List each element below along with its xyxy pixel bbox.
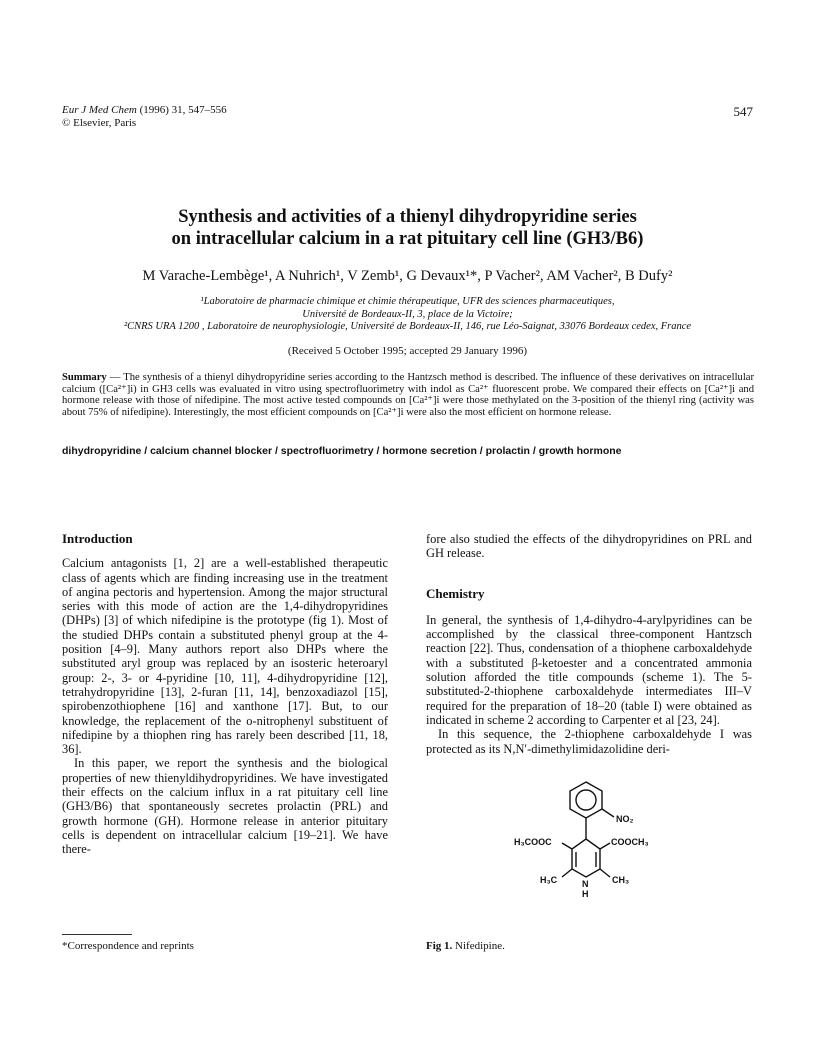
journal-header — [62, 104, 227, 130]
summary — [62, 372, 754, 418]
aromatic-circle — [576, 790, 596, 810]
affiliations — [0, 296, 815, 334]
caption-text: Nifedipine. — [452, 940, 505, 952]
page-number: 547 — [733, 104, 753, 119]
journal-citation: (1996) 31, 547–556 — [136, 104, 227, 116]
left-methyl-bond — [562, 869, 572, 877]
authors: M Varache-Lembège¹, A Nuhrich¹, V Zemb¹, G Devaux¹*, P Vacher², AM Vacher², B Dufy² — [142, 268, 673, 284]
chemistry-heading: Chemistry — [426, 585, 485, 601]
affiliation-line-3: ²CNRS URA 1200 , Laboratoire de neurophysiologie, Université de Bordeaux-II, 146, rue Léo-Saignat, 33076 Bordeaux cedex, France — [123, 321, 692, 332]
intro-continuation: fore also studied the effects of the dihydropyridines on PRL and GH release. — [426, 532, 752, 561]
right-ester-bond — [600, 843, 610, 849]
summary-label: Summary — [62, 372, 107, 383]
intro-paragraph-2: In this paper, we report the synthesis and the biological properties of new thienyldihydropyridines. We have investigated their effects on the calcium influx in a rat pituitary cell line (GH3/B6) that spontaneously secretes prolactin (PRL) and growth hormone (GH). Hormone release in anterior pituitary cells is dependent on intracellular calcium [19–21]. We have there- — [62, 756, 388, 857]
caption-label: Fig 1. — [426, 940, 453, 952]
paper-title — [0, 206, 815, 250]
summary-text: — The synthesis of a thienyl dihydropyridine series according to the Hantzsch method is described. The influence of these derivatives on intracellular calcium ([Ca²⁺]i) in GH3 cells was evaluated in vitro using spectrofluorimetry with indol as Ca²⁺ fluorescent probe. We compared their effects on [Ca²⁺]i and hormone release with those of nifedipine. The most active tested compounds on [Ca²⁺]i were those methylated on the 3-position of the thienyl ring (activity was about 75% of nifedipine). Interestingly, the most efficient compounds on [Ca²⁺]i were also the most efficient on hormone release. — [62, 372, 754, 418]
journal-name: Eur J Med Chem — [62, 104, 137, 116]
keywords: dihydropyridine / calcium channel blocker / spectrofluorimetry / hormone secretion / prolactin / growth hormone — [62, 445, 622, 457]
affiliation-line-1: ¹Laboratoire de pharmacie chimique et chimie thérapeutique, UFR des sciences pharmaceutiques, — [200, 296, 615, 307]
nitrogen-label: N — [582, 879, 589, 889]
left-ester-bond — [562, 843, 572, 849]
left-ester-label: H₃COOC — [514, 837, 552, 847]
chemistry-paragraph-2: In this sequence, the 2-thiophene carboxaldehyde I was protected as its N,N′-dimethylimidazolidine deri- — [426, 727, 752, 756]
left-methyl-label: H₃C — [540, 875, 558, 885]
benzene-ring — [570, 782, 602, 818]
no2-label: NO₂ — [616, 814, 634, 824]
figure-caption — [426, 940, 505, 952]
right-ester-label: COOCH₃ — [611, 837, 649, 847]
publisher: © Elsevier, Paris — [62, 117, 137, 129]
title-line-2: on intracellular calcium in a rat pituitary cell line (GH3/B6) — [171, 229, 644, 249]
nifedipine-structure — [514, 775, 690, 925]
received-dates: (Received 5 October 1995; accepted 29 January 1996) — [287, 345, 528, 357]
footnote-rule — [62, 934, 132, 935]
chemistry-paragraph-1: In general, the synthesis of 1,4-dihydro-4-arylpyridines can be accomplished by the classical three-component Hantzsch reaction [22]. Thus, condensation of a thiophene carboxaldehyde with a substituted β-ketoester and a concentrated ammonia solution afforded the title compounds (scheme 1). The 5-substituted-2-thiophene carboxaldehyde intermediates III–V required for the preparation of 18–20 (table I) were obtained as indicated in scheme 2 according to Carpenter et al [23, 24]. — [426, 612, 752, 727]
title-line-1: Synthesis and activities of a thienyl dihydropyridine series — [178, 207, 637, 227]
right-column — [426, 532, 752, 756]
right-methyl-bond — [600, 869, 610, 877]
affiliation-line-2: Université de Bordeaux-II, 3, place de la Victoire; — [302, 308, 513, 320]
intro-paragraph-1: Calcium antagonists [1, 2] are a well-established therapeutic class of agents which are finding increasing use in the treatment of angina pectoris and hypertension. Among the major structural series with this mode of action are the 1,4-dihydropyridines (DHPs) [3] of which nifedipine is the prototype (fig 1). Most of the studied DHPs contain a substituted phenyl group at the 4-position [4–9]. Many authors report also DHPs where the substituted aryl group was replaced by an isosteric heteroaryl group: 2-, 3- or 4-pyridine [10, 11], 4-dihydropyridine [12], tetrahydropyridine [13], 2-furan [11, 14], benzoxadiazol [15], spirobenzothiophene [16] and xanthone [17]. But, to our knowledge, the replacement of the o-nitrophenyl substituent of nifedipine by a thiophen ring has rarely been described [11, 18, 36]. — [62, 556, 388, 757]
hydrogen-label: H — [582, 889, 589, 899]
footnote: *Correspondence and reprints — [62, 940, 194, 952]
nitro-bond — [602, 809, 614, 817]
right-methyl-label: CH₃ — [612, 875, 630, 885]
introduction-heading: Introduction — [62, 531, 133, 546]
left-column — [62, 532, 388, 857]
